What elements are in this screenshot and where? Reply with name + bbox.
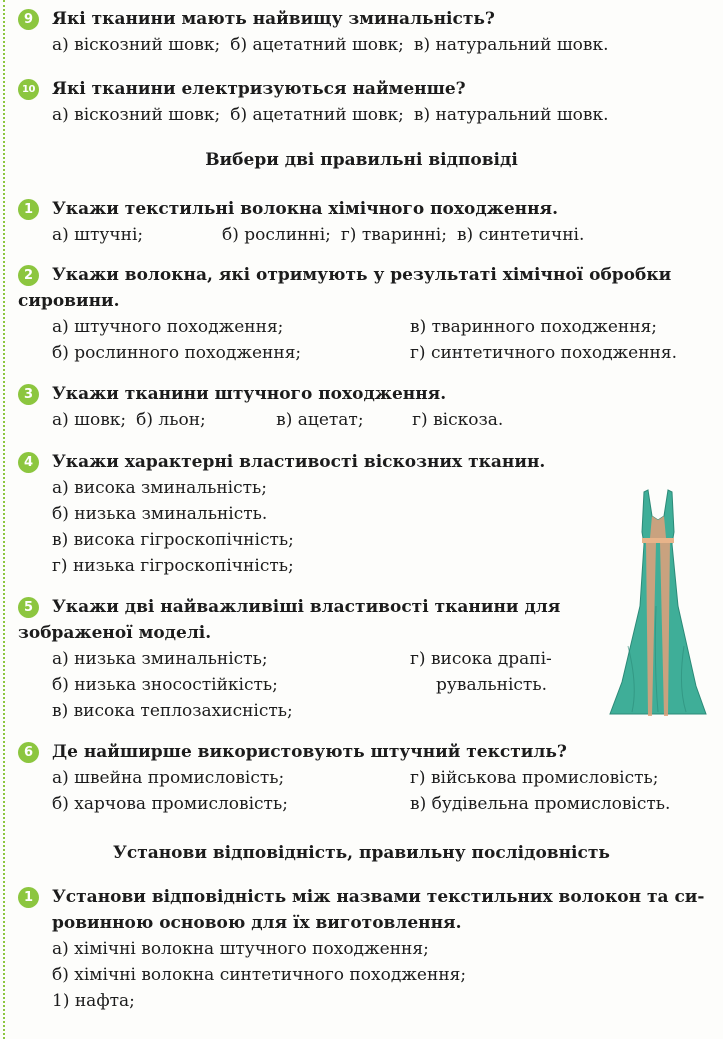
choose-two-question-6: [18, 739, 670, 817]
option-a: а) віскозний шовк;: [52, 105, 221, 125]
section-heading: Установи відповідність, правильну послідовність: [113, 843, 610, 863]
option-v: в) ацетат;: [276, 410, 364, 430]
option-a: а) низька зминальність;: [52, 649, 268, 669]
question-text-continued: сировини.: [18, 291, 120, 311]
option-b: б) ацетатний шовк;: [230, 35, 404, 55]
option-a: а) швейна промисловість;: [52, 768, 285, 788]
choose-two-question-2: [18, 262, 677, 366]
question-text: Укажи характерні властивості віскозних тканин.: [52, 452, 546, 472]
question-number-badge: 4: [18, 452, 39, 473]
section-heading: Вибери дві правильні відповіді: [205, 150, 518, 170]
question-number-badge: 9: [18, 9, 39, 30]
question-text-continued: зображеної моделі.: [18, 623, 212, 643]
option-b: б) рослинні;: [222, 225, 331, 245]
option-v: в) натуральний шовк.: [413, 105, 609, 125]
question-text: Де найширше використовують штучний текстиль?: [52, 742, 567, 762]
option-a: а) шовк;: [52, 410, 127, 430]
option-v: в) тваринного походження;: [410, 317, 658, 337]
question-9: [18, 6, 609, 58]
option-b: б) хімічні волокна синтетичного походження;: [52, 965, 467, 985]
option-v: в) синтетичні.: [456, 225, 585, 245]
choose-two-question-1: [18, 196, 584, 248]
option-v: в) натуральний шовк.: [413, 35, 609, 55]
choose-two-question-5: [18, 594, 560, 724]
option-v: в) висока гігроскопічність;: [52, 530, 294, 550]
question-number-badge: 5: [18, 597, 39, 618]
option-a: а) висока зминальність;: [52, 478, 268, 498]
option-a: а) віскозний шовк;: [52, 35, 221, 55]
option-v: в) будівельна промисловість.: [410, 794, 671, 814]
question-text: Укажи текстильні волокна хімічного походження.: [52, 199, 559, 219]
option-g: г) тваринні;: [340, 225, 447, 245]
match-item-1: 1) нафта;: [52, 991, 135, 1011]
option-b: б) рослинного походження;: [52, 343, 302, 363]
option-b: б) низька зносостійкість;: [52, 675, 278, 695]
option-g: г) низька гігроскопічність;: [52, 556, 294, 576]
question-text: Установи відповідність між назвами текстильних волокон та си-: [52, 887, 705, 907]
choose-two-question-3: [18, 381, 503, 433]
matching-question-1: [18, 884, 704, 1014]
question-number-badge: 1: [18, 887, 39, 908]
question-number-badge: 1: [18, 199, 39, 220]
option-b: б) льон;: [136, 410, 206, 430]
question-text: Які тканини мають найвищу зминальність?: [52, 9, 495, 29]
option-g: г) висока драпі-: [410, 649, 552, 669]
option-v: в) висока теплозахисність;: [52, 701, 293, 721]
option-b: б) харчова промисловість;: [52, 794, 288, 814]
question-number-badge: 6: [18, 742, 39, 763]
question-10: [18, 76, 609, 128]
question-text-continued: ровинною основою для їх виготовлення.: [52, 913, 462, 933]
question-number-badge: 3: [18, 384, 39, 405]
option-b: б) ацетатний шовк;: [230, 105, 404, 125]
option-a: а) штучного походження;: [52, 317, 284, 337]
question-text: Укажи волокна, які отримують у результаті хімічної обробки: [52, 265, 672, 285]
question-text: Які тканини електризуються найменше?: [52, 79, 466, 99]
question-number-badge: 10: [18, 79, 39, 100]
question-text: Укажи тканини штучного походження.: [52, 384, 447, 404]
choose-two-question-4: [18, 449, 545, 579]
option-b: б) низька зминальність.: [52, 504, 268, 524]
option-a: а) хімічні волокна штучного походження;: [52, 939, 429, 959]
option-a: а) штучні;: [52, 225, 144, 245]
option-g: г) синтетичного походження.: [410, 343, 678, 363]
option-g-continued: рувальність.: [436, 675, 547, 695]
option-g: г) віскоза.: [412, 410, 504, 430]
option-g: г) військова промисловість;: [410, 768, 659, 788]
question-number-badge: 2: [18, 265, 39, 286]
question-text: Укажи дві найважливіші властивості тканини для: [52, 597, 561, 617]
dress-illustration: [608, 486, 708, 718]
